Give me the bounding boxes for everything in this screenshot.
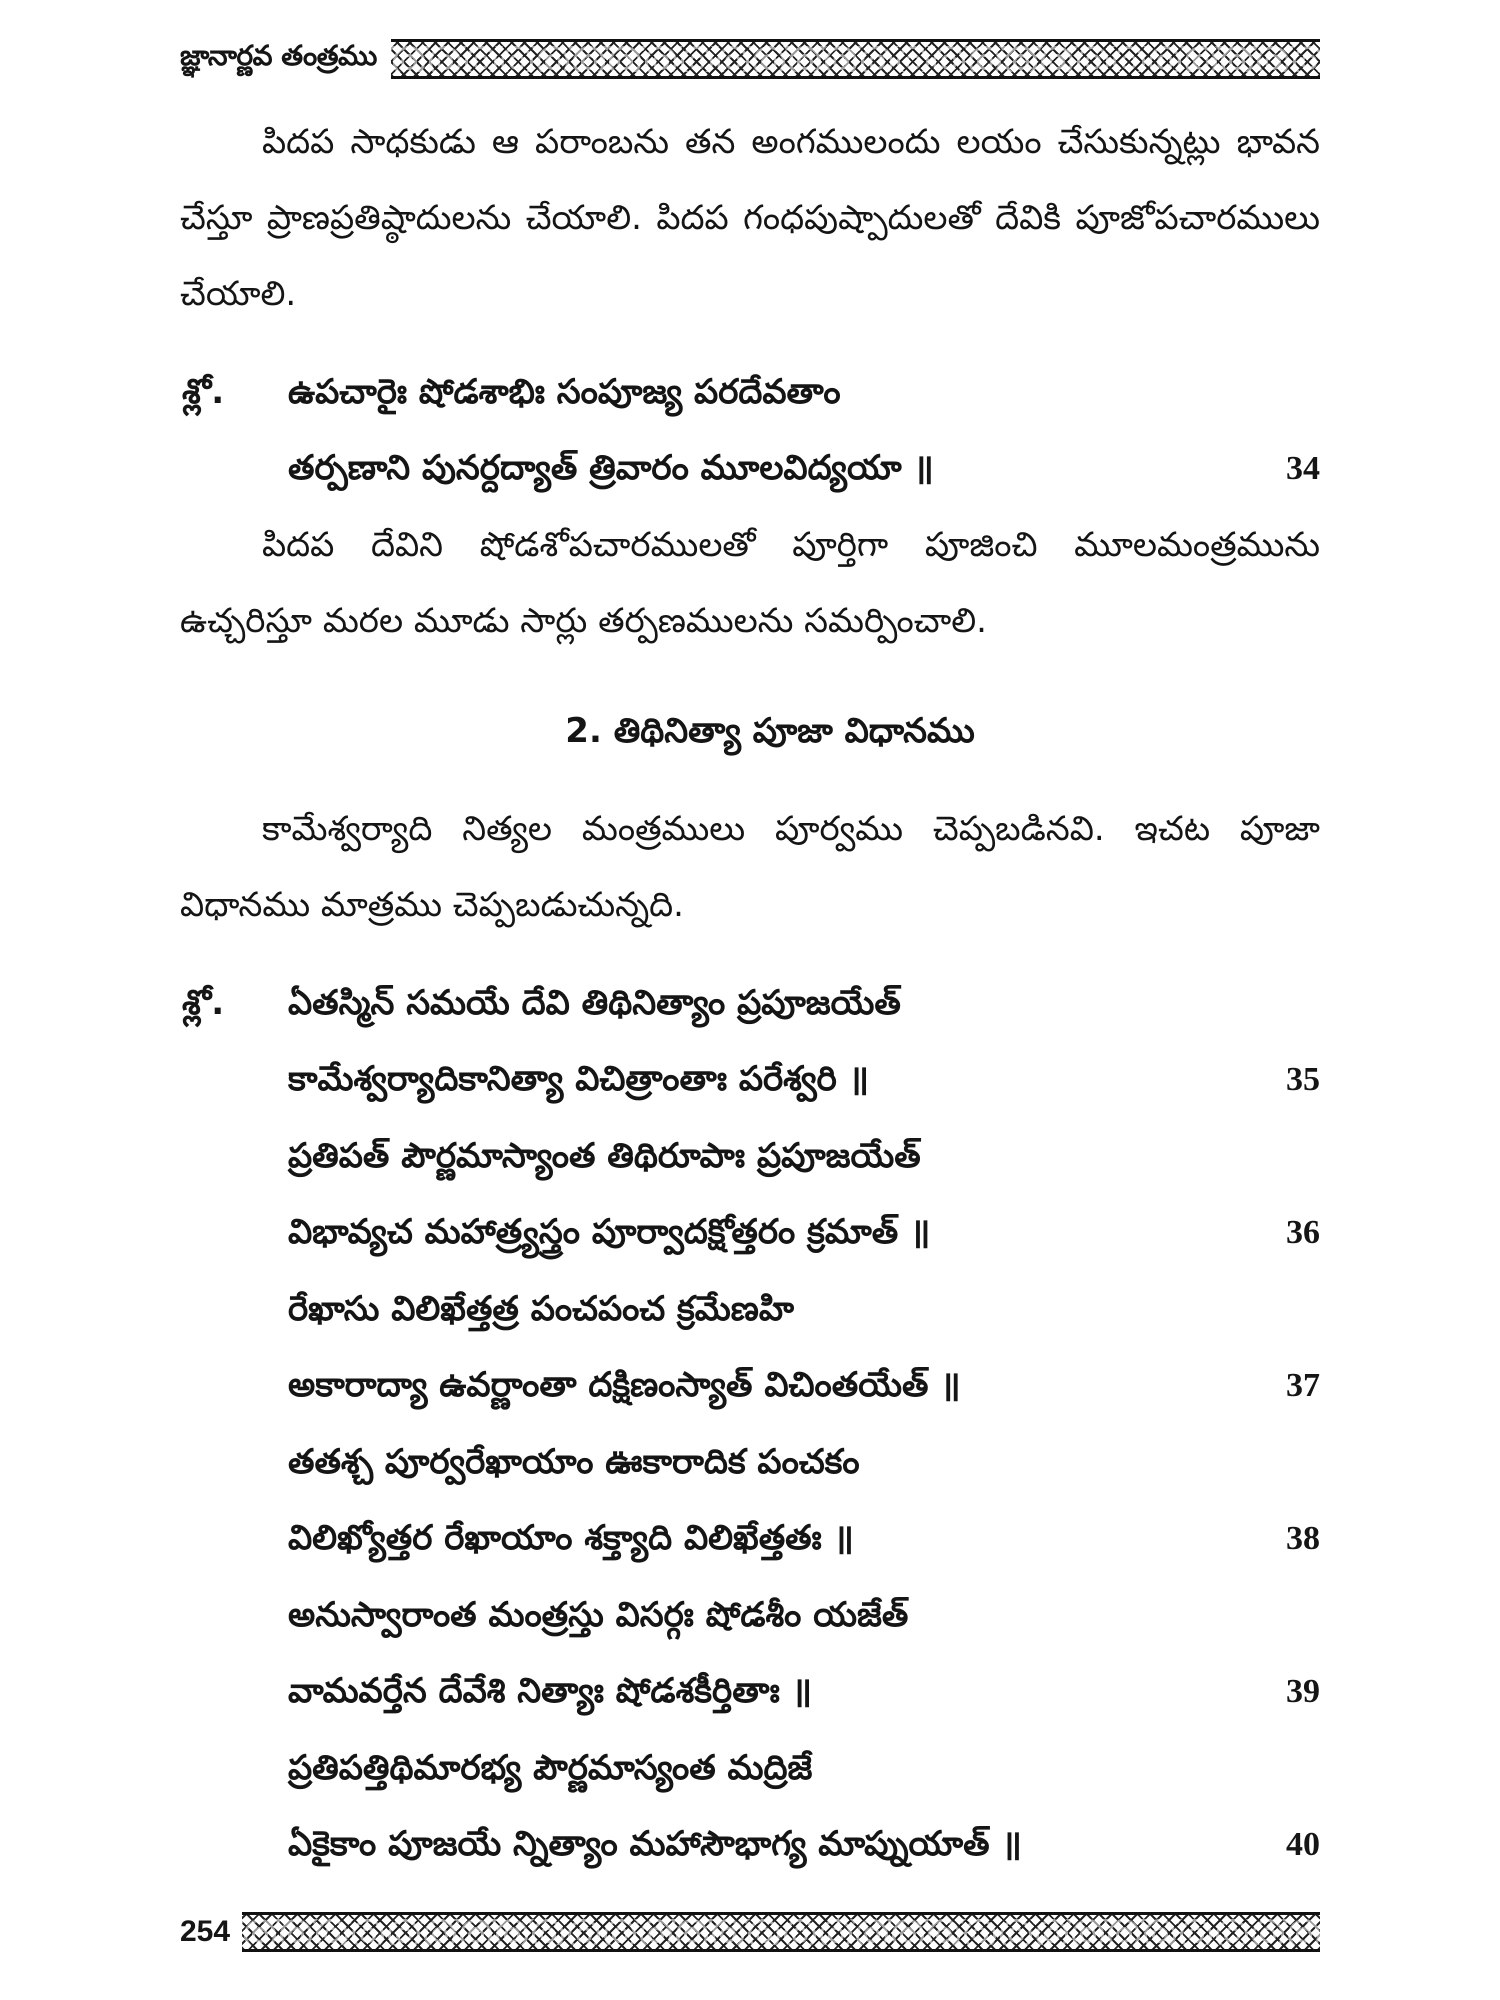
paragraph-1: పిదప సాధకుడు ఆ పరాంబను తన అంగములందు లయం చేసుకున్నట్లు భావన చేస్తూ ప్రాణప్రతిష్ఠాదులను చేయాలి. పిదప గంధపుష్పాదులతో దేవికి పూజోపచారములు చేయాలి. <box>180 122 1320 314</box>
book-title: జ్ఞానార్ణవ తంత్రము <box>180 39 377 72</box>
verse-line: ఏతస్మిన్ సమయే దేవి తిథినిత్యాం ప్రపూజయేత్ <box>288 983 901 1023</box>
paragraph-2: పిదప దేవిని షోడశోపచారములతో పూర్తిగా పూజించి మూలమంత్రమును ఉచ్చరిస్తూ మరల మూడు సార్లు తర్పణములను సమర్పించాలి. <box>180 525 1320 641</box>
verse-number: 35 <box>1286 1061 1320 1098</box>
paragraph-3: కామేశ్వర్యాది నిత్యల మంత్రములు పూర్వము చెప్పబడినవి. ఇచట పూజా విధానము మాత్రము చెప్పబడుచున్నది. <box>180 809 1320 925</box>
verse-line: ప్రతిపత్ పౌర్ణమాస్యాంత తిథిరూపాః ప్రపూజయేత్ <box>288 1136 921 1176</box>
verse-38 <box>180 1424 1320 1577</box>
verse-36 <box>180 1118 1320 1271</box>
verse-number: 36 <box>1286 1214 1320 1251</box>
verse-line: అకారాద్యా ఉవర్ణాంతా దక్షిణంస్యాత్ విచింతయేత్ ॥ <box>288 1365 961 1405</box>
verse-number: 37 <box>1286 1367 1320 1404</box>
verse-37 <box>180 1271 1320 1424</box>
verse-number: 40 <box>1286 1826 1320 1863</box>
verse-number: 38 <box>1286 1520 1320 1557</box>
verse-line: విలిఖ్యోత్తర రేఖాయాం శక్త్యాది విలిఖేత్తతః ॥ <box>288 1518 854 1558</box>
sloka-marker: శ్లో. <box>182 372 225 412</box>
verse-line: ఏకైకాం పూజయే న్నిత్యాం మహాసౌభాగ్య మాప్నుయాత్ ॥ <box>288 1824 1022 1864</box>
verse-line: వామవర్తేన దేవేశి నిత్యాః షోడశకీర్తితాః ॥ <box>288 1671 812 1711</box>
verse-number: 39 <box>1286 1673 1320 1710</box>
sloka-marker: శ్లో. <box>182 983 225 1023</box>
verse-line: విభావ్యచ మహాత్ర్యస్త్రం పూర్వాదక్షోత్తరం క్రమాత్ ॥ <box>288 1212 931 1252</box>
verse-line: ప్రతిపత్తిథిమారభ్య పౌర్ణమాస్యంత మద్రిజే <box>288 1748 813 1788</box>
verse-line: అనుస్వారాంత మంత్రస్తు విసర్గః షోడశీం యజేత్ <box>288 1595 909 1635</box>
page-content <box>180 104 1320 1883</box>
verse-line: తతశ్చ పూర్వరేఖాయాం ఊకారాదిక పంచకం <box>288 1442 860 1482</box>
verse-34 <box>180 354 1320 507</box>
running-header <box>180 38 1320 80</box>
page-number: 254 <box>180 1915 231 1948</box>
verse-line: ఉపచారైః షోడశాభిః సంపూజ్య పరదేవతాం <box>288 372 841 412</box>
verse-40 <box>180 1730 1320 1883</box>
verse-line: రేఖాసు విలిఖేత్తత్ర పంచపంచ క్రమేణహి <box>288 1289 794 1329</box>
verse-line: తర్పణాని పునర్దద్యాత్ త్రివారం మూలవిద్యయా ॥ <box>288 448 934 488</box>
footer-ornament-border <box>242 1912 1320 1952</box>
page-footer <box>180 1910 1320 1954</box>
verse-35 <box>180 965 1320 1118</box>
verse-39 <box>180 1577 1320 1730</box>
verse-number: 34 <box>1286 450 1320 487</box>
header-ornament-border <box>391 39 1320 79</box>
section-heading: 2. తిథినిత్యా పూజా విధానము <box>565 711 975 751</box>
verse-line: కామేశ్వర్యాదికానిత్యా విచిత్రాంతాః పరేశ్వరి ॥ <box>288 1059 870 1099</box>
